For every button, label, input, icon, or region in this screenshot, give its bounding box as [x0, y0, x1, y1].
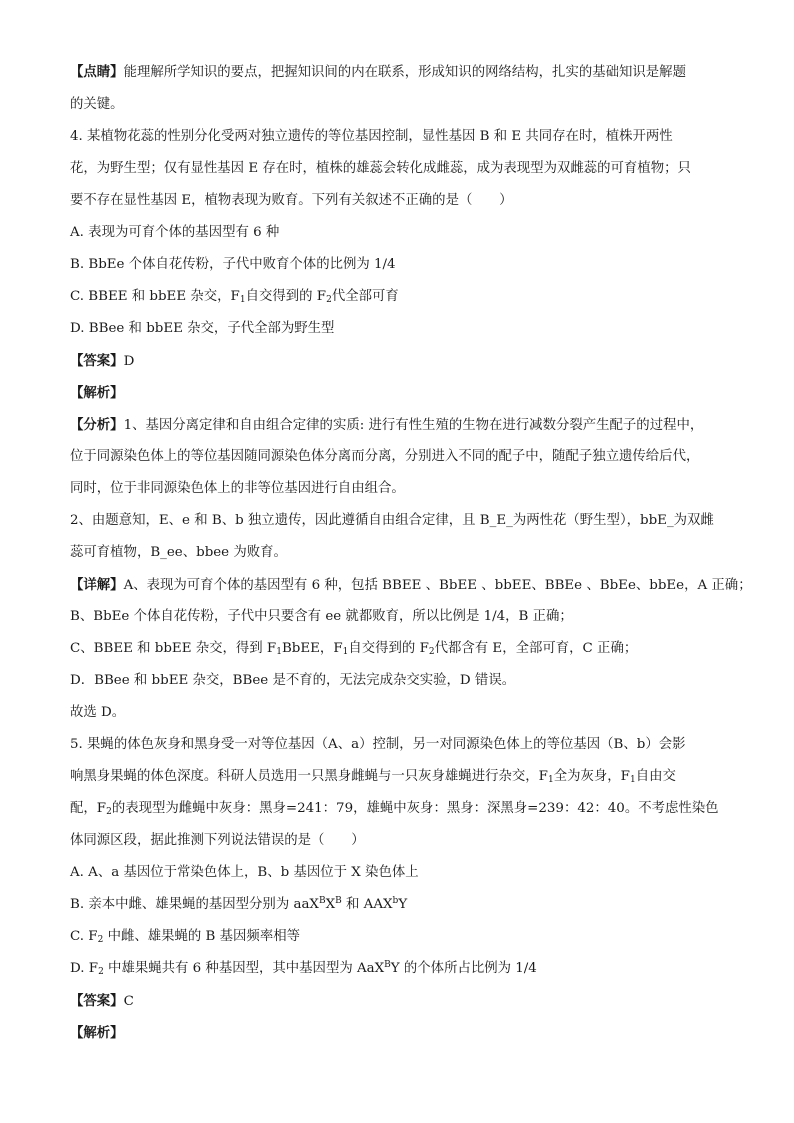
q4-answer [70, 351, 134, 372]
q5-stem-line-4: 体同源区段，据此推测下列说法错误的是（ ） [70, 833, 365, 848]
q4-conclusion: 故选 D。 [70, 705, 126, 720]
q5-option-a: A. A、a 基因位于常染色体上，B、b 基因位于 X 染色体上 [70, 865, 419, 880]
q4-xiangjie-line-3: C、BBEE 和 bbEE 杂交，得到 $F_1BbEE$，$F_1$自交得到的 $F_2$代都含有 E，全部可育，C 正确； [70, 641, 638, 657]
dianjing-line-1: 【点睛】能理解所学知识的要点，把握知识间的内在联系，形成知识的网络结构，扎实的基础知识是解题 [70, 64, 686, 80]
q4-fenxi-line-5: 蕊可育植物，B_ee、bbee 为败育。 [70, 545, 287, 560]
fenxi-tag: 【分析】 [70, 417, 124, 433]
answer-value: D [123, 354, 135, 369]
q5-stem-line-2: 响黑身果蝇的体色深度。科研人员选用一只黑身雌蝇与一只灰身雄蝇进行杂交，$F_1$全为灰身，$F_1$自由交 [70, 769, 676, 785]
q4-stem-line-1: 4. 某植物花蕊的性别分化受两对独立遗传的等位基因控制，显性基因 B 和 E 共同存在时，植株开两性 [70, 129, 673, 144]
q4-option-c: C. BBEE 和 bbEE 杂交，$F_1$自交得到的 $F_2$代全部可育 [70, 289, 399, 305]
q4-option-d: D. BBee 和 bbEE 杂交，子代全部为野生型 [70, 321, 335, 336]
q4-option-b: B. BbEe 个体自花传粉，子代中败育个体的比例为 1/4 [70, 257, 396, 272]
dianjing-tag: 【点睛】 [70, 64, 124, 80]
q4-fenxi-line-4: 2、由题意知，E、e 和 B、b 独立遗传，因此遵循自由组合定律，且 B_E_为两性花（野生型），bbE_为双雌 [70, 513, 714, 528]
q4-xiangjie-line-4: D．BBee 和 bbEE 杂交，BBee 是不育的，无法完成杂交实验，D 错误。 [70, 673, 516, 688]
answer-tag: 【答案】 [70, 353, 124, 369]
q5-answer [70, 991, 134, 1012]
q5-option-c: C. $F_2$ 中雌、雄果蝇的 B 基因频率相等 [70, 929, 300, 945]
answer-tag: 【答案】 [70, 993, 124, 1009]
q4-fenxi-line-1: 【分析】1、基因分离定律和自由组合定律的实质: 进行有性生殖的生物在进行减数分裂产生配子的过程中， [70, 417, 704, 433]
q4-xiangjie-line-1: 【详解】A、表现为可育个体的基因型有 6 种，包括 BBEE 、BbEE 、bbEE、BBEe 、BbEe、bbEe，A 正确； [70, 577, 752, 593]
dianjing-line-2: 的关键。 [70, 97, 124, 112]
xiangjie-tag: 【详解】 [70, 577, 124, 593]
q4-fenxi-line-3: 同时，位于非同源染色体上的非等位基因进行自由组合。 [70, 481, 405, 496]
q4-stem-line-2: 花，为野生型；仅有显性基因 E 存在时，植株的雄蕊会转化成雌蕊，成为表现型为双雌蕊的可育植物；只 [70, 161, 691, 176]
answer-value: C [123, 994, 134, 1009]
q4-option-a: A. 表现为可育个体的基因型有 6 种 [70, 225, 280, 240]
q4-stem-line-3: 要不存在显性基因 E，植物表现为败育。下列有关叙述不正确的是（ ） [70, 193, 513, 208]
q4-analysis-tag: 【解析】 [70, 385, 124, 401]
q4-fenxi-line-2: 位于同源染色体上的等位基因随同源染色体分离而分离，分别进入不同的配子中，随配子独立遗传给后代， [70, 449, 700, 464]
q5-stem-line-3: 配，$F_2$的表现型为雌蝇中灰身：黑身=241：79，雄蝇中灰身：黑身：深黑身=239：42：40。不考虑性染色 [70, 801, 719, 817]
q5-stem-line-1: 5. 果蝇的体色灰身和黑身受一对等位基因（A、a）控制，另一对同源染色体上的等位基因（B、b）会影 [70, 737, 686, 752]
q5-analysis-tag: 【解析】 [70, 1025, 124, 1041]
q5-option-d: D. $F_2$ 中雄果蝇共有 6 种基因型，其中基因型为 AaX$^B$Y 的个体所占比例为 1/4 [70, 960, 537, 977]
q4-xiangjie-line-2: B、BbEe 个体自花传粉，子代中只要含有 ee 就都败育，所以比例是 1/4，B 正确； [70, 609, 573, 624]
q5-option-b: B. 亲本中雌、雄果蝇的基因型分别为 $aaX^BX^B$ 和 AAX$^b$Y [70, 896, 408, 912]
